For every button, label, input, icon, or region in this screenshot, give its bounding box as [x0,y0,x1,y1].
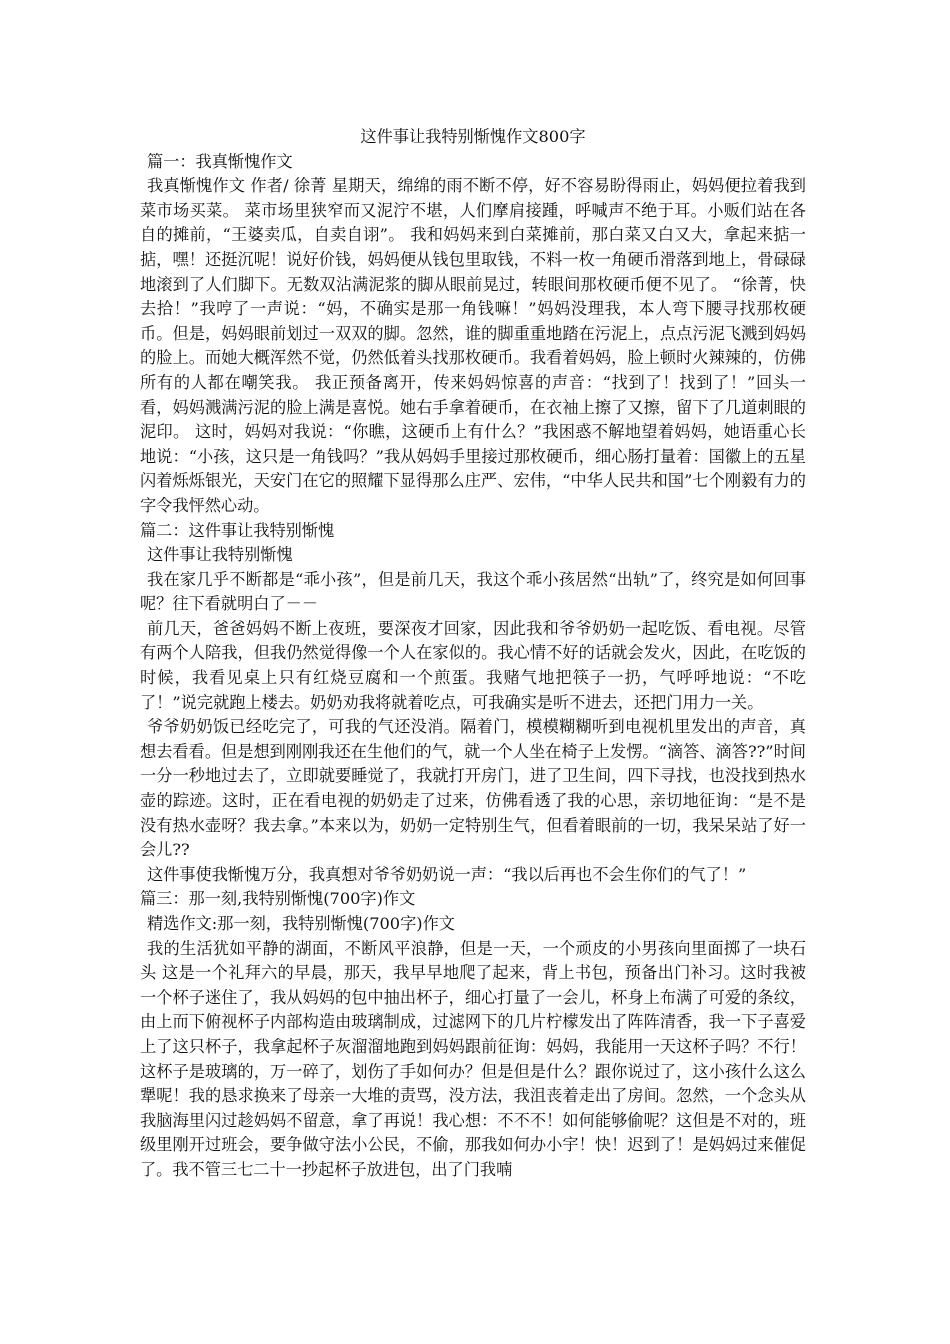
section-2-paragraph-2: 前几天，爸爸妈妈不断上夜班，要深夜才回家，因此我和爷爷奶奶一起吃饭、看电视。尽管有两个人陪我，但我仍然觉得像一个人在家似的。我心情不好的话就会发火，因此，在吃饭的时候，我看见桌上只有红烧豆腐和一个煎蛋。我赌气地把筷子一扔，气呼呼地说：“不吃了！”说完就跑上楼去。奶奶劝我将就着吃点，可我确实是听不进去，还把门用力一关。 [140,618,806,712]
section-3-paragraph-1: 我的生活犹如平静的湖面，不断风平浪静，但是一天，一个顽皮的小男孩向里面掷了一块石头 这是一个礼拜六的早晨，那天，我早早地爬了起来，背上书包，预备出门补习。这时我被一个杯子迷住了，我从妈妈的包中抽出杯子，细心打量了一会儿，杯身上布满了可爱的条纹，由上而下俯视杯子内部构造由玻璃制成，过滤网下的几片柠檬发出了阵阵清香，我一下子喜爱上了这只杯子，我拿起杯子灰溜溜地跑到妈妈跟前征询：妈妈，我能用一天这杯子吗？不行！这杯子是玻璃的，万一碎了，划伤了手如何办？但是但是什么？跟你说过了，这小孩什么这么犟呢！我的恳求换来了母亲一大堆的责骂，没方法，我沮丧着走出了房间。忽然，一个念头从我脑海里闪过趁妈妈不留意，拿了再说！我心想：不不不！如何能够偷呢？这但是不对的，班级里刚开过班会，要争做守法小公民，不偷，那我如何办小宇！快！迟到了！是妈妈过来催促了。我不管三七二十一抄起杯子放进包，出了门我喃 [140,938,806,1179]
section-2-paragraph-4: 这件事使我惭愧万分，我真想对爷爷奶奶说一声：“我以后再也不会生你们的气了！” [147,864,747,884]
section-2-paragraph-3: 爷爷奶奶饭已经吃完了，可我的气还没消。隔着门，模模糊糊听到电视机里发出的声音，真想去看看。但是想到刚刚我还在生他们的气，就一个人坐在椅子上发愣。“滴答、滴答??”时间一分一秒地过去了，立即就要睡觉了，我就打开房门，进了卫生间，四下寻找，也没找到热水壶的踪迹。这时，正在看电视的奶奶走了过来，仿佛看透了我的心思，亲切地征询：“是不是没有热水壶呀？我去拿。”本来以为，奶奶一定特别生气，但看着眼前的一切，我呆呆站了好一会儿?? [140,717,806,860]
section-2-heading: 篇二：这件事让我特别惭愧 [140,520,335,540]
section-2-subheading: 这件事让我特别惭愧 [147,545,293,565]
section-3-subheading: 精选作文:那一刻，我特别惭愧(700字)作文 [147,914,455,933]
document-body [140,125,806,1183]
section-1-heading: 篇一：我真惭愧作文 [147,151,293,171]
section-1-paragraph-1: 我真惭愧作文 作者/ 徐菁 星期天，绵绵的雨不断不停，好不容易盼得雨止，妈妈便拉着我到菜市场买菜。 菜市场里狭窄而又泥泞不堪，人们摩肩接踵，呼喊声不绝于耳。小贩们站在各自的摊前，“王婆卖瓜，自卖自诩”。 我和妈妈来到白菜摊前，那白菜又白又大，拿起来掂一掂，嘿！还挺沉呢！说好价钱，妈妈便从钱包里取钱，不料一枚一角硬币滑落到地上，骨碌碌地滚到了人们脚下。无数双沾满泥浆的脚从眼前晃过，转眼间那枚硬币便不见了。 “徐菁，快去拾！”我哼了一声说：“妈，不确实是那一角钱嘛！”妈妈没理我，本人弯下腰寻找那枚硬币。但是，妈妈眼前划过一双双的脚。忽然，谁的脚重重地踏在污泥上，点点污泥飞溅到妈妈的脸上。而她大概浑然不觉，仍然低着头找那枚硬币。我看着妈妈，脸上顿时火辣辣的，仿佛所有的人都在嘲笑我。 我正预备离开，传来妈妈惊喜的声音：“找到了！找到了！”回头一看，妈妈溅满污泥的脸上满是喜悦。她右手拿着硬币，在衣袖上擦了又擦，留下了几道刺眼的泥印。 这时，妈妈对我说：“你瞧，这硬币上有什么？”我困惑不解地望着妈妈，她语重心长地说：“小孩，这只是一角钱吗？”我从妈妈手里接过那枚硬币，细心肠打量着：国徽上的五星闪着烁烁银光，天安门在它的照耀下显得那么庄严、宏伟，“中华人民共和国”七个刚毅有力的字令我怦然心动。 [140,176,806,515]
document-title: 这件事让我特别惭愧作文800字 [360,127,586,146]
section-2-paragraph-1: 我在家几乎不断都是“乖小孩”，但是前几天，我这个乖小孩居然“出轨”了，终究是如何回事呢？往下看就明白了－－ [140,569,806,614]
section-3-heading: 篇三：那一刻,我特别惭愧(700字)作文 [140,889,416,909]
